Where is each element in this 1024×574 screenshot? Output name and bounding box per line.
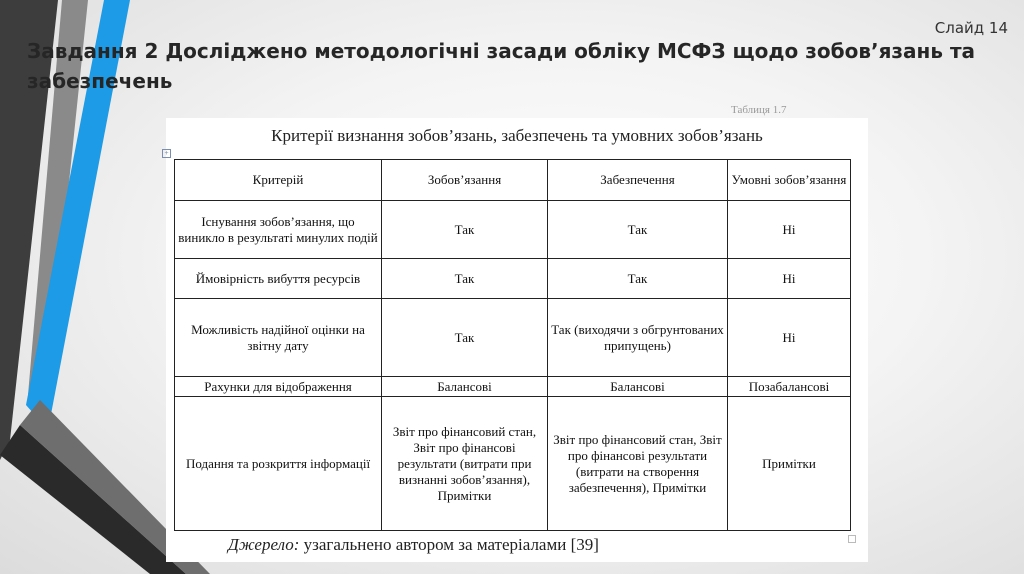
header-cell: Умовні зобов’язання: [728, 160, 851, 201]
table-cell: Рахунки для відображення: [175, 377, 382, 397]
criteria-table: [174, 159, 851, 531]
table-caption: Критерії визнання зобов’язань, забезпечень та умовних зобов’язань: [271, 126, 763, 145]
table-number: Таблиця 1.7: [731, 104, 787, 116]
table-row: [175, 201, 851, 259]
table-cell: Звіт про фінансовий стан, Звіт про фінансові результати (витрати при визнанні зобов’язання), Примітки: [382, 397, 548, 531]
stripe-black-lower: [0, 425, 186, 574]
table-cell: Так: [382, 259, 548, 299]
table-anchor-icon: +: [162, 149, 171, 158]
table-cell: Балансові: [382, 377, 548, 397]
table-header-row: [175, 160, 851, 201]
table-cell: Балансові: [548, 377, 728, 397]
table-cell: Примітки: [728, 397, 851, 531]
table-cell: Так (виходячи з обгрунтованих припущень): [548, 299, 728, 377]
table-end-mark: [848, 535, 856, 543]
table-cell: Так: [382, 299, 548, 377]
header-cell: Зобов’язання: [382, 160, 548, 201]
table-cell: Так: [548, 201, 728, 259]
table-cell: Звіт про фінансовий стан, Звіт про фінансові результати (витрати на створення забезпечення), Примітки: [548, 397, 728, 531]
table-cell: Ні: [728, 299, 851, 377]
slide-number: Слайд 14: [934, 19, 1008, 37]
table-row: [175, 259, 851, 299]
header-cell: Критерій: [175, 160, 382, 201]
source-note: [228, 535, 599, 555]
slide-title: Завдання 2 Досліджено методологічні засади обліку МСФЗ щодо зобов’язань та забезпечень: [27, 39, 976, 93]
table-cell: Можливість надійної оцінки на звітну дату: [175, 299, 382, 377]
table-cell: Позабалансові: [728, 377, 851, 397]
table-row: [175, 299, 851, 377]
table-cell: Так: [382, 201, 548, 259]
table-cell: Ймовірність вибуття ресурсів: [175, 259, 382, 299]
table-cell: Так: [548, 259, 728, 299]
header-cell: Забезпечення: [548, 160, 728, 201]
source-label: Джерело:: [228, 535, 300, 554]
table-cell: Подання та розкриття інформації: [175, 397, 382, 531]
table-row: [175, 397, 851, 531]
table-cell: Ні: [728, 259, 851, 299]
table-row: [175, 377, 851, 397]
table-cell: Ні: [728, 201, 851, 259]
document-image: [164, 104, 868, 562]
source-text: узагальнено автором за матеріалами [39]: [299, 535, 599, 554]
table-cell: Існування зобов’язання, що виникло в результаті минулих подій: [175, 201, 382, 259]
